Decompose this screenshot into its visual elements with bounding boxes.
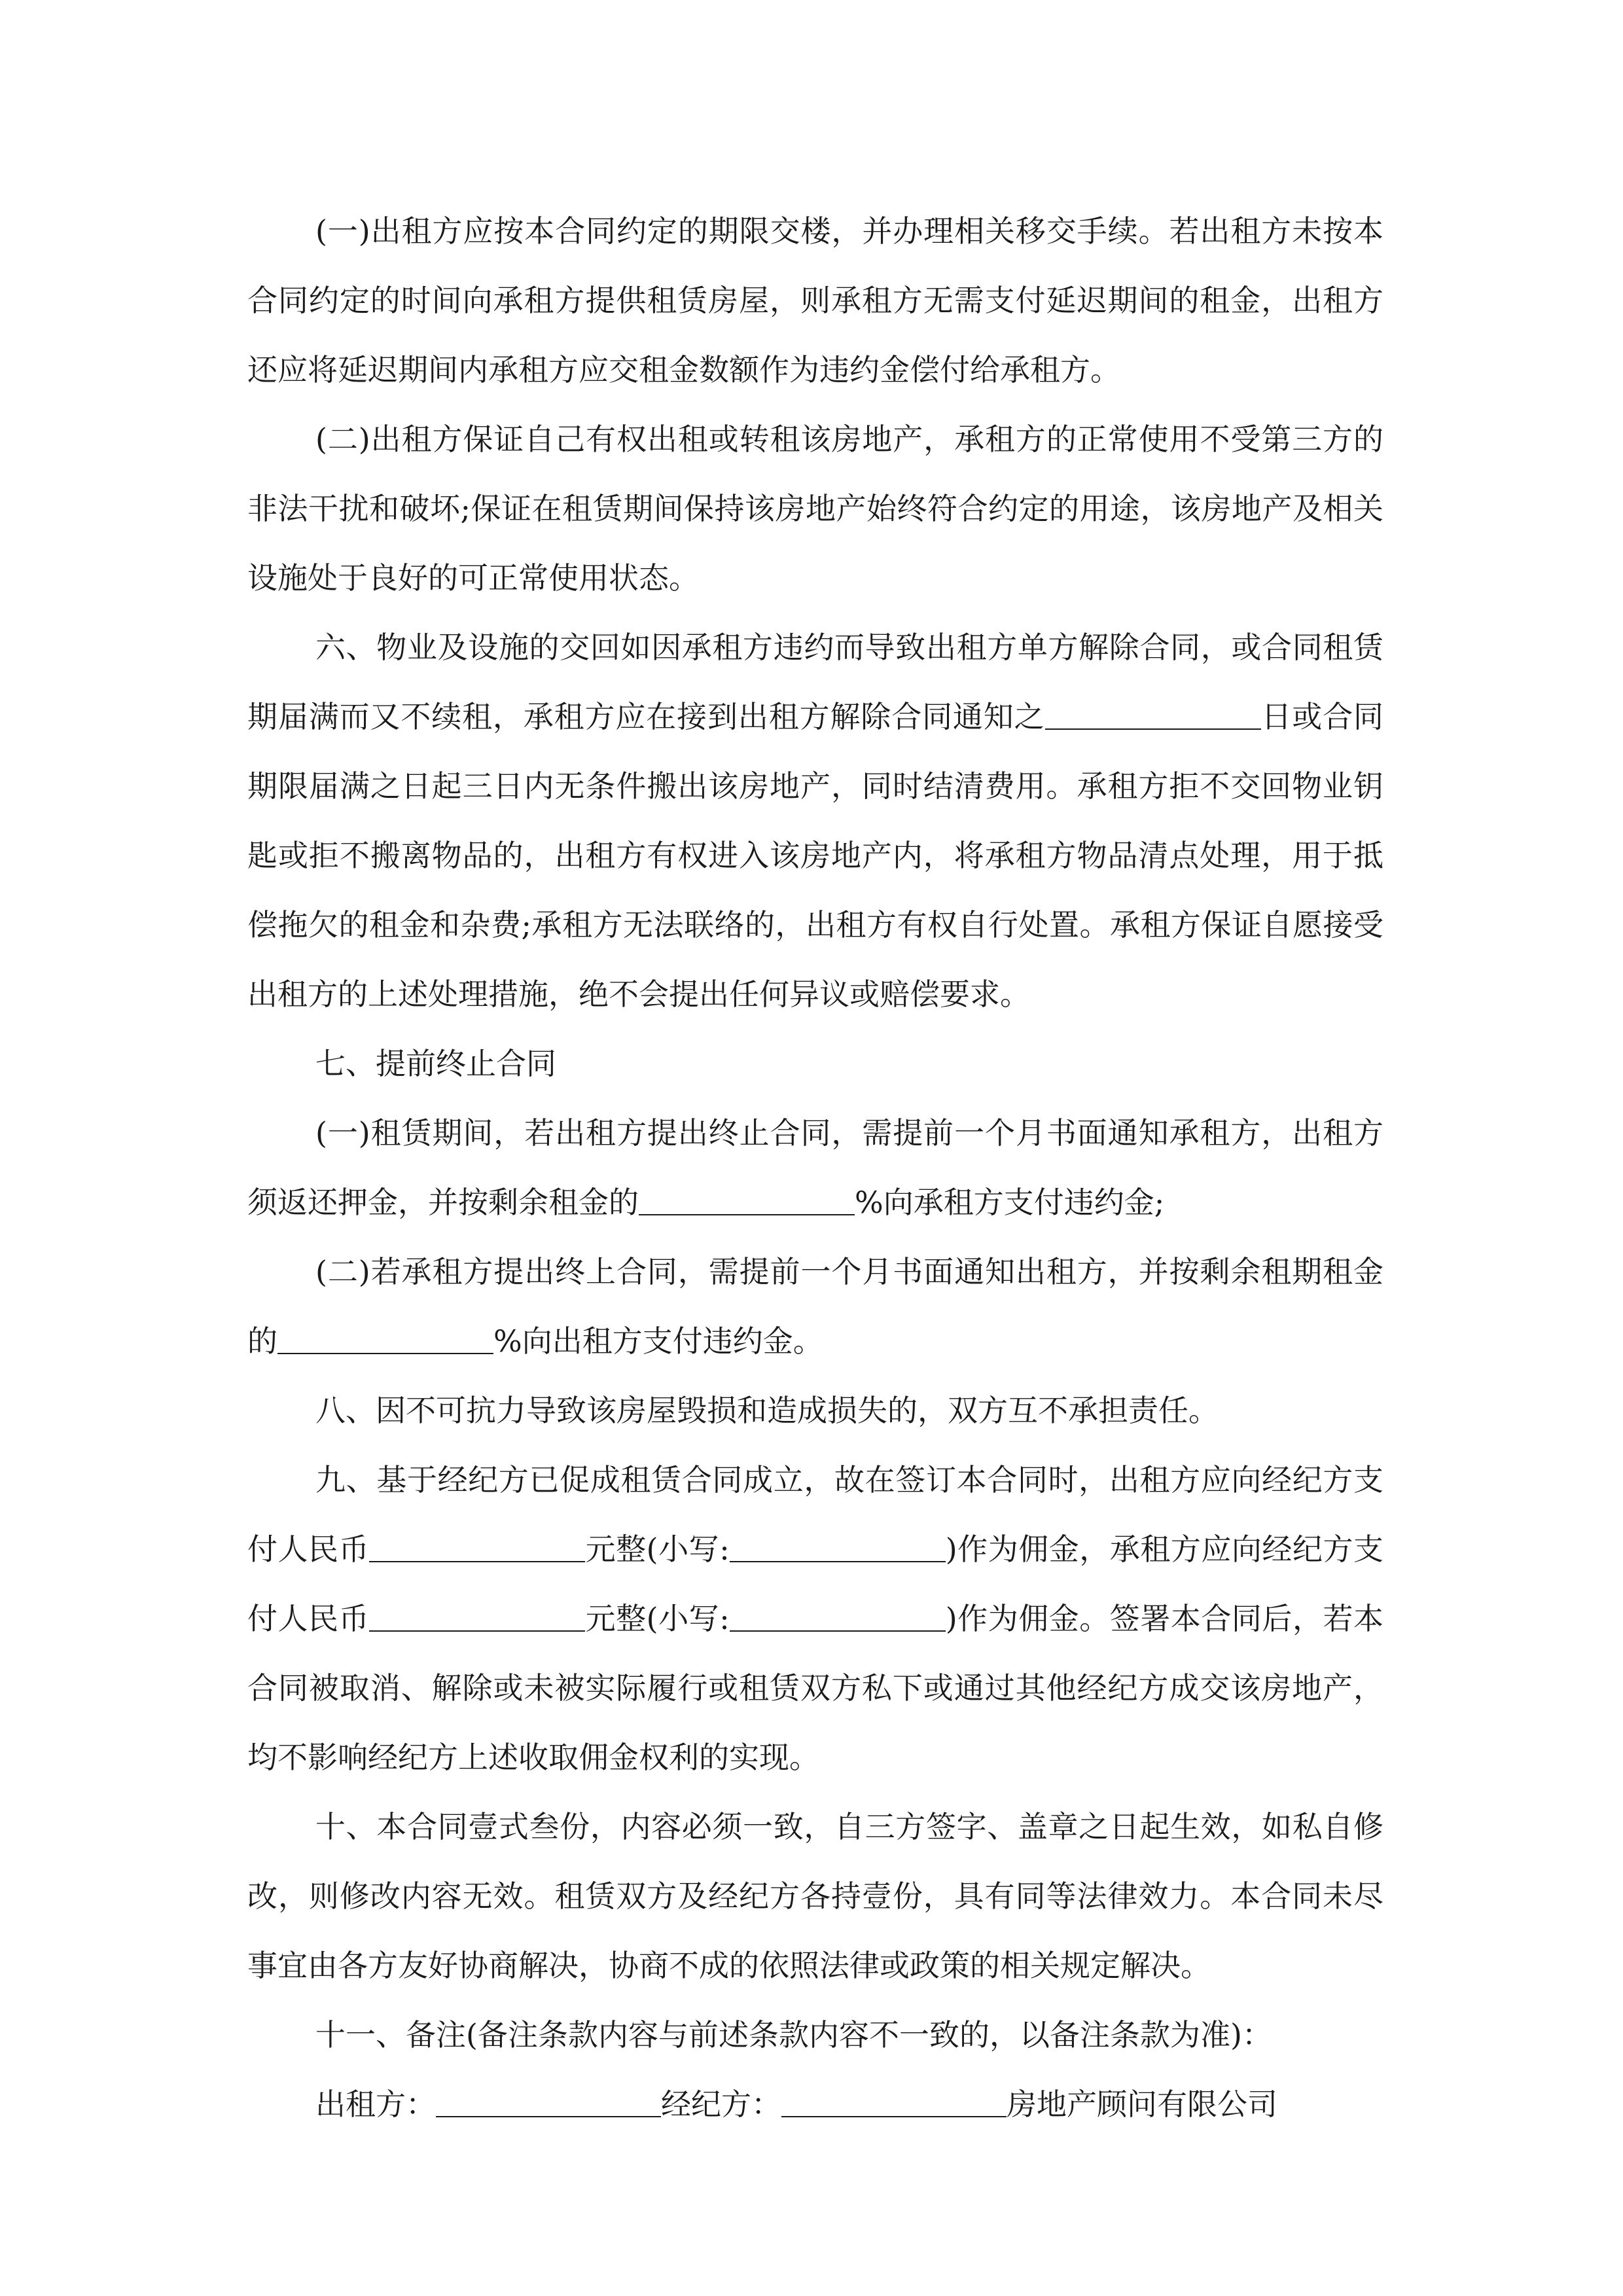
document-page bbox=[247, 196, 1383, 2139]
clause-9-text-b: 元整(小写: bbox=[585, 1532, 730, 1567]
clause-7-1 bbox=[247, 1098, 1383, 1237]
agent-name-blank[interactable] bbox=[781, 2090, 1007, 2117]
clause-10 bbox=[247, 1792, 1383, 2000]
clause-6 bbox=[247, 613, 1383, 1029]
clause-9-text-a: 九、基于经纪方已促成租赁合同成立，故在签订本合同时，出租方应向经纪方支付人民币 bbox=[247, 1462, 1383, 1567]
lessor-penalty-percent-blank[interactable] bbox=[639, 1188, 855, 1215]
clause-5-2 bbox=[247, 404, 1383, 613]
lessee-penalty-percent-blank[interactable] bbox=[277, 1327, 493, 1354]
clause-9 bbox=[247, 1445, 1383, 1792]
clause-10-text: 十、本合同壹式叁份，内容必须一致，自三方签字、盖章之日起生效，如私自修改，则修改内容无效。租赁双方及经纪方各持壹份，具有同等法律效力。本合同未尽事宜由各方友好协商解决，协商不成的依照法律或政策的相关规定解决。 bbox=[247, 1809, 1383, 1983]
clause-7-2-text-a: (二)若承租方提出终上合同，需提前一个月书面通知出租方，并按剩余租期租金的 bbox=[247, 1254, 1383, 1359]
clause-7-2-text-b: %向出租方支付违约金。 bbox=[493, 1323, 823, 1359]
clause-8 bbox=[247, 1376, 1383, 1445]
clause-5-1 bbox=[247, 196, 1383, 404]
clause-8-text: 八、因不可抗力导致该房屋毁损和造成损失的，双方互不承担责任。 bbox=[315, 1393, 1219, 1428]
lessor-signature-blank[interactable] bbox=[436, 2090, 661, 2117]
clause-5-1-text: (一)出租方应按本合同约定的期限交楼，并办理相关移交手续。若出租方未按本合同约定的时间向承租方提供租赁房屋，则承租方无需支付延迟期间的租金，出租方还应将延迟期间内承租方应交租金数额作为违约金偿付给承租方。 bbox=[247, 213, 1383, 387]
lessor-commission-amount-blank[interactable] bbox=[369, 1535, 585, 1562]
signature-line bbox=[247, 2070, 1383, 2139]
lessee-commission-numeric-blank[interactable] bbox=[730, 1604, 946, 1632]
clause-9-text-d: 元整(小写: bbox=[585, 1601, 730, 1636]
clause-6-text-b: 日或合同期限届满之日起三日内无条件搬出该房地产，同时结清费用。承租方拒不交回物业钥匙或拒不搬离物品的，出租方有权进入该房地产内，将承租方物品清点处理，用于抵偿拖欠的租金和杂费;承租方无法联络的，出租方有权自行处置。承租方保证自愿接受出租方的上述处理措施，绝不会提出任何异议或赔偿要求。 bbox=[247, 699, 1384, 1012]
clause-9-text-c: )作为佣金，承租方应向经纪方支付人民币 bbox=[247, 1532, 1383, 1636]
lessee-commission-amount-blank[interactable] bbox=[369, 1604, 585, 1632]
clause-5-2-text: (二)出租方保证自己有权出租或转租该房地产，承租方的正常使用不受第三方的非法干扰和破坏;保证在租赁期间保持该房地产始终符合约定的用途，该房地产及相关设施处于良好的可正常使用状态。 bbox=[247, 422, 1383, 596]
clause-11-text: 十一、备注(备注条款内容与前述条款内容不一致的，以备注条款为准)： bbox=[315, 2017, 1272, 2053]
clause-7-1-text-b: %向承租方支付违约金; bbox=[855, 1185, 1165, 1220]
lessor-label: 出租方： bbox=[315, 2087, 436, 2122]
company-suffix: 房地产顾问有限公司 bbox=[1007, 2087, 1277, 2122]
lessor-commission-numeric-blank[interactable] bbox=[730, 1535, 946, 1562]
clause-9-text-e: )作为佣金。签署本合同后，若本合同被取消、解除或未被实际履行或租赁双方私下或通过其他经纪方成交该房地产，均不影响经纪方上述收取佣金权利的实现。 bbox=[247, 1601, 1383, 1775]
clause-7-1-text-a: (一)租赁期间，若出租方提出终止合同，需提前一个月书面通知承租方，出租方须返还押金，并按剩余租金的 bbox=[247, 1115, 1383, 1220]
notice-days-blank[interactable] bbox=[1045, 702, 1261, 730]
clause-7-2 bbox=[247, 1237, 1383, 1376]
clause-7-heading bbox=[247, 1029, 1383, 1098]
agent-label: 经纪方： bbox=[661, 2087, 781, 2122]
clause-7-heading-text: 七、提前终止合同 bbox=[315, 1046, 556, 1081]
clause-11 bbox=[247, 2000, 1383, 2070]
clause-6-text-a: 六、物业及设施的交回如因承租方违约而导致出租方单方解除合同，或合同租赁期届满而又不续租，承租方应在接到出租方解除合同通知之 bbox=[247, 630, 1383, 734]
